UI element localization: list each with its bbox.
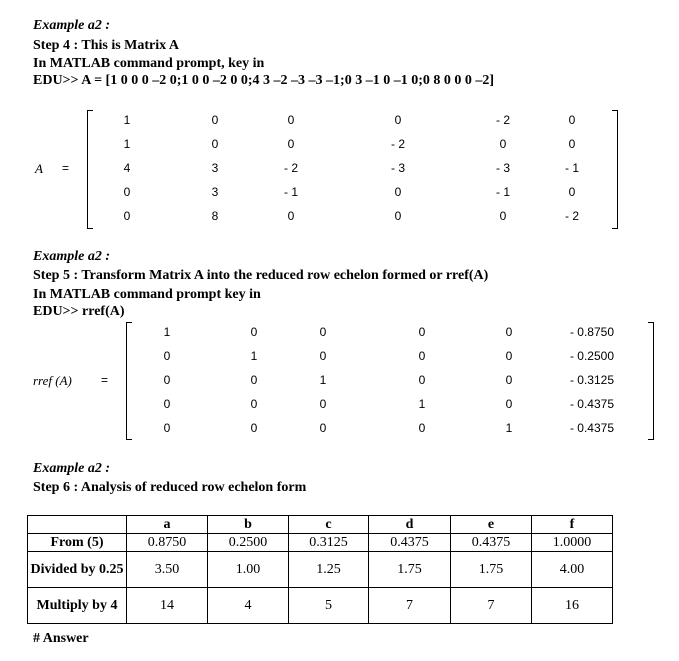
matrix-cell: 1 <box>250 349 258 363</box>
step-6-text: Step 6 : Analysis of reduced row echelon form <box>33 480 307 495</box>
matrix-a-label: A <box>35 161 43 176</box>
col-header-e: e <box>451 516 532 534</box>
matrix-cell: 0 <box>418 421 426 435</box>
matrix-cell: 1 <box>319 373 327 387</box>
table-cell: 1.00 <box>208 552 289 588</box>
table-cell: 7 <box>369 588 451 624</box>
table-row <box>28 552 613 588</box>
matrix-cell: - 1 <box>283 185 298 199</box>
matrix-cell: 0 <box>418 373 426 387</box>
step-5-text: Step 5 : Transform Matrix A into the reduced row echelon formed or rref(A) <box>33 268 489 283</box>
matrix-cell: 0 <box>418 349 426 363</box>
matrix-cell: - 2 <box>564 209 579 223</box>
row-label-multiply: Multiply by 4 <box>28 588 127 624</box>
matrix-cell: 0 <box>319 325 327 339</box>
table-cell: 3.50 <box>127 552 208 588</box>
table-row <box>28 588 613 624</box>
matrix-cell: - 0.4375 <box>569 421 615 435</box>
matrix-cell: 8 <box>211 209 219 223</box>
table-cell: 16 <box>532 588 613 624</box>
instruction-1: In MATLAB command prompt, key in <box>33 56 265 71</box>
matrix-cell: 0 <box>250 397 258 411</box>
matrix-a-equals: = <box>62 161 70 175</box>
matrix-cell: 0 <box>287 113 295 127</box>
matrix-a-left-bracket <box>87 110 93 229</box>
analysis-table <box>27 515 613 624</box>
matrix-cell: - 2 <box>495 113 510 127</box>
matrix-cell: 0 <box>505 373 513 387</box>
matrix-cell: 0 <box>505 397 513 411</box>
table-cell: 1.75 <box>369 552 451 588</box>
matrix-cell: 0 <box>568 113 576 127</box>
table-cell: 4 <box>208 588 289 624</box>
example-heading-2: Example a2 : <box>33 249 110 264</box>
matrix-rref-label: rref (A) <box>33 373 72 388</box>
matrix-cell: - 3 <box>390 161 405 175</box>
matrix-cell: 0 <box>418 325 426 339</box>
matrix-cell: - 0.2500 <box>569 349 615 363</box>
table-row <box>28 534 613 552</box>
matrix-cell: - 1 <box>495 185 510 199</box>
matrix-cell: 0 <box>287 137 295 151</box>
matrix-cell: 0 <box>163 349 171 363</box>
matrix-cell: 0 <box>163 397 171 411</box>
matrix-cell: 4 <box>123 161 131 175</box>
instruction-2: In MATLAB command prompt key in <box>33 287 261 302</box>
matrix-cell: 0 <box>499 209 507 223</box>
table-cell: 0.4375 <box>451 534 532 552</box>
table-cell: 0.2500 <box>208 534 289 552</box>
matrix-cell: 0 <box>211 137 219 151</box>
matrix-cell: 0 <box>499 137 507 151</box>
table-cell: 0.4375 <box>369 534 451 552</box>
matrix-cell: - 2 <box>283 161 298 175</box>
matrix-cell: 0 <box>123 209 131 223</box>
matrix-cell: 0 <box>250 325 258 339</box>
command-line-1: EDU>> A = [1 0 0 0 –2 0;1 0 0 –2 0 0;4 3 –2 –3 –3 –1;0 3 –1 0 –1 0;0 8 0 0 0 –2] <box>33 73 495 88</box>
table-cell: 5 <box>289 588 369 624</box>
example-heading-3: Example a2 : <box>33 461 110 476</box>
table-cell: 7 <box>451 588 532 624</box>
table-corner-cell <box>28 516 127 534</box>
table-cell: 1.25 <box>289 552 369 588</box>
table-cell: 14 <box>127 588 208 624</box>
row-label-divided: Divided by 0.25 <box>28 552 127 588</box>
matrix-cell: - 0.3125 <box>569 373 615 387</box>
matrix-cell: 1 <box>505 421 513 435</box>
matrix-cell: - 1 <box>564 161 579 175</box>
matrix-cell: 0 <box>394 209 402 223</box>
matrix-cell: 0 <box>287 209 295 223</box>
matrix-cell: 0 <box>505 349 513 363</box>
col-header-d: d <box>369 516 451 534</box>
matrix-cell: 1 <box>123 137 131 151</box>
matrix-cell: 0 <box>211 113 219 127</box>
matrix-cell: - 0.8750 <box>569 325 615 339</box>
matrix-a-right-bracket <box>612 110 618 229</box>
matrix-cell: 0 <box>250 373 258 387</box>
col-header-f: f <box>532 516 613 534</box>
matrix-cell: 0 <box>568 185 576 199</box>
matrix-cell: 0 <box>250 421 258 435</box>
row-label-from: From (5) <box>28 534 127 552</box>
matrix-cell: 1 <box>163 325 171 339</box>
matrix-cell: 0 <box>319 397 327 411</box>
matrix-rref-right-bracket <box>648 322 654 440</box>
matrix-cell: 0 <box>394 113 402 127</box>
col-header-a: a <box>127 516 208 534</box>
example-heading-1: Example a2 : <box>33 18 110 33</box>
command-line-2: EDU>> rref(A) <box>33 304 125 319</box>
matrix-cell: 3 <box>211 161 219 175</box>
matrix-cell: - 0.4375 <box>569 397 615 411</box>
table-cell: 4.00 <box>532 552 613 588</box>
col-header-b: b <box>208 516 289 534</box>
matrix-cell: 1 <box>123 113 131 127</box>
table-header-row <box>28 516 613 534</box>
matrix-cell: 0 <box>123 185 131 199</box>
table-cell: 1.75 <box>451 552 532 588</box>
matrix-cell: 0 <box>319 349 327 363</box>
matrix-cell: 0 <box>319 421 327 435</box>
matrix-cell: 0 <box>163 421 171 435</box>
matrix-cell: 3 <box>211 185 219 199</box>
table-cell: 1.0000 <box>532 534 613 552</box>
step-4-text: Step 4 : This is Matrix A <box>33 38 179 53</box>
matrix-cell: - 2 <box>390 137 405 151</box>
table-cell: 0.8750 <box>127 534 208 552</box>
col-header-c: c <box>289 516 369 534</box>
answer-note: # Answer <box>33 631 89 646</box>
matrix-cell: - 3 <box>495 161 510 175</box>
matrix-cell: 0 <box>568 137 576 151</box>
matrix-cell: 0 <box>505 325 513 339</box>
table-cell: 0.3125 <box>289 534 369 552</box>
matrix-cell: 1 <box>418 397 426 411</box>
matrix-cell: 0 <box>163 373 171 387</box>
matrix-rref-equals: = <box>101 373 109 387</box>
matrix-cell: 0 <box>394 185 402 199</box>
